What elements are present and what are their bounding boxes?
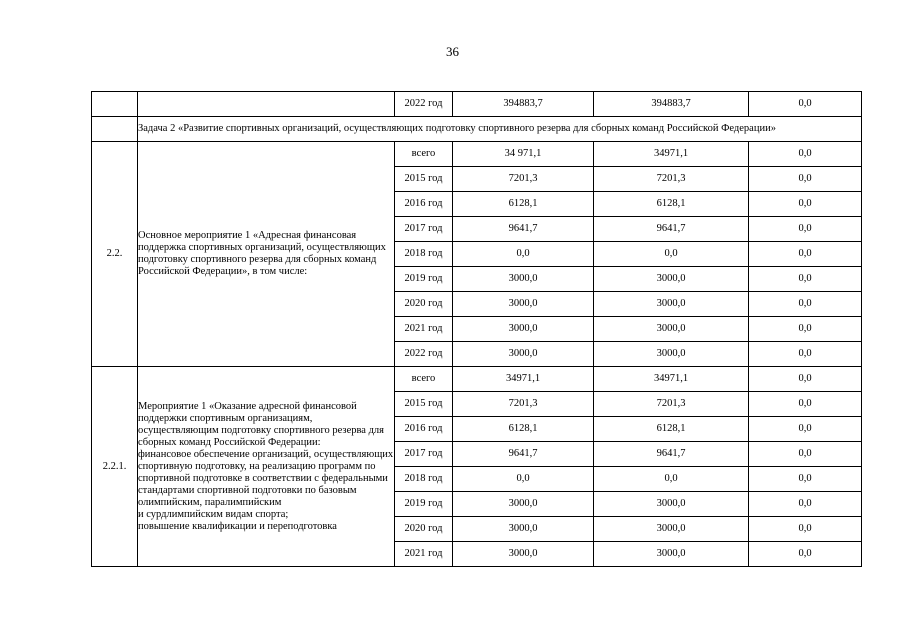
year-cell: 2018 год [395, 467, 453, 492]
other-cell: 0,0 [749, 517, 862, 542]
federal-cell: 3000,0 [594, 267, 749, 292]
total-cell: 3000,0 [453, 292, 594, 317]
funding-table [91, 91, 862, 567]
federal-cell: 3000,0 [594, 492, 749, 517]
other-cell: 0,0 [749, 342, 862, 367]
year-cell: 2017 год [395, 442, 453, 467]
other-cell: 0,0 [749, 367, 862, 392]
total-cell: 9641,7 [453, 442, 594, 467]
federal-cell: 7201,3 [594, 392, 749, 417]
section-description-text: Мероприятие 1 «Оказание адресной финансовой поддержки спортивным организациям, осуществляющим подготовку спортивного резерва для сборных команд Российской Федерации: финансовое обеспечение организаций, осуществляющих спортивную подготовку, на реализацию программ по спортивной подготовке в соответствии с федеральными стандартами спортивной подготовки по базовым олимпийским, паралимпийским и сурдлимпийским видам спорта; повышение квалификации и переподготовка [138, 400, 394, 532]
year-cell: 2015 год [395, 167, 453, 192]
federal-cell: 6128,1 [594, 417, 749, 442]
other-cell: 0,0 [749, 492, 862, 517]
total-cell: 3000,0 [453, 542, 594, 567]
federal-cell: 9641,7 [594, 217, 749, 242]
year-cell: 2016 год [395, 192, 453, 217]
total-cell: 0,0 [453, 242, 594, 267]
total-cell: 0,0 [453, 467, 594, 492]
task-heading: Задача 2 «Развитие спортивных организаций, осуществляющих подготовку спортивного резерва для сборных команд Российской Федерации» [138, 117, 862, 142]
num-cell [92, 92, 138, 117]
total-cell: 3000,0 [453, 492, 594, 517]
federal-cell: 7201,3 [594, 167, 749, 192]
year-cell: 2022 год [395, 92, 453, 117]
year-cell: 2015 год [395, 392, 453, 417]
other-cell: 0,0 [749, 417, 862, 442]
page-number: 36 [446, 44, 459, 59]
total-cell: 6128,1 [453, 192, 594, 217]
other-cell: 0,0 [749, 267, 862, 292]
other-cell: 0,0 [749, 92, 862, 117]
federal-cell: 3000,0 [594, 542, 749, 567]
section-description [138, 142, 395, 367]
section-number: 2.2.1. [92, 367, 138, 567]
section-description [138, 367, 395, 567]
year-cell: 2020 год [395, 292, 453, 317]
total-cell: 394883,7 [453, 92, 594, 117]
year-cell: 2022 год [395, 342, 453, 367]
total-cell: 3000,0 [453, 267, 594, 292]
other-cell: 0,0 [749, 242, 862, 267]
other-cell: 0,0 [749, 467, 862, 492]
year-cell: 2019 год [395, 492, 453, 517]
federal-cell: 9641,7 [594, 442, 749, 467]
year-cell: 2017 год [395, 217, 453, 242]
other-cell: 0,0 [749, 542, 862, 567]
total-cell: 3000,0 [453, 517, 594, 542]
other-cell: 0,0 [749, 292, 862, 317]
total-cell: 34 971,1 [453, 142, 594, 167]
year-cell: всего [395, 142, 453, 167]
year-cell: 2019 год [395, 267, 453, 292]
year-cell: 2016 год [395, 417, 453, 442]
federal-cell: 3000,0 [594, 292, 749, 317]
federal-cell: 394883,7 [594, 92, 749, 117]
task-row [92, 117, 862, 142]
other-cell: 0,0 [749, 167, 862, 192]
federal-cell: 0,0 [594, 467, 749, 492]
total-cell: 9641,7 [453, 217, 594, 242]
year-cell: 2020 год [395, 517, 453, 542]
total-cell: 3000,0 [453, 342, 594, 367]
federal-cell: 34971,1 [594, 367, 749, 392]
total-cell: 6128,1 [453, 417, 594, 442]
federal-cell: 34971,1 [594, 142, 749, 167]
section-number: 2.2. [92, 142, 138, 367]
other-cell: 0,0 [749, 392, 862, 417]
year-cell: 2021 год [395, 317, 453, 342]
other-cell: 0,0 [749, 142, 862, 167]
num-cell [92, 117, 138, 142]
other-cell: 0,0 [749, 217, 862, 242]
federal-cell: 0,0 [594, 242, 749, 267]
federal-cell: 3000,0 [594, 517, 749, 542]
total-cell: 3000,0 [453, 317, 594, 342]
other-cell: 0,0 [749, 192, 862, 217]
federal-cell: 6128,1 [594, 192, 749, 217]
total-cell: 7201,3 [453, 167, 594, 192]
other-cell: 0,0 [749, 442, 862, 467]
year-cell: 2021 год [395, 542, 453, 567]
year-cell: 2018 год [395, 242, 453, 267]
desc-cell [138, 92, 395, 117]
year-cell: всего [395, 367, 453, 392]
table-row [92, 367, 862, 392]
federal-cell: 3000,0 [594, 317, 749, 342]
table-row [92, 142, 862, 167]
total-cell: 34971,1 [453, 367, 594, 392]
total-cell: 7201,3 [453, 392, 594, 417]
other-cell: 0,0 [749, 317, 862, 342]
table-row [92, 92, 862, 117]
federal-cell: 3000,0 [594, 342, 749, 367]
section-description-text: Основное мероприятие 1 «Адресная финансовая поддержка спортивных организаций, осуществляющих подготовку спортивного резерва для сборных команд Российской Федерации», в том числе: [138, 230, 386, 277]
